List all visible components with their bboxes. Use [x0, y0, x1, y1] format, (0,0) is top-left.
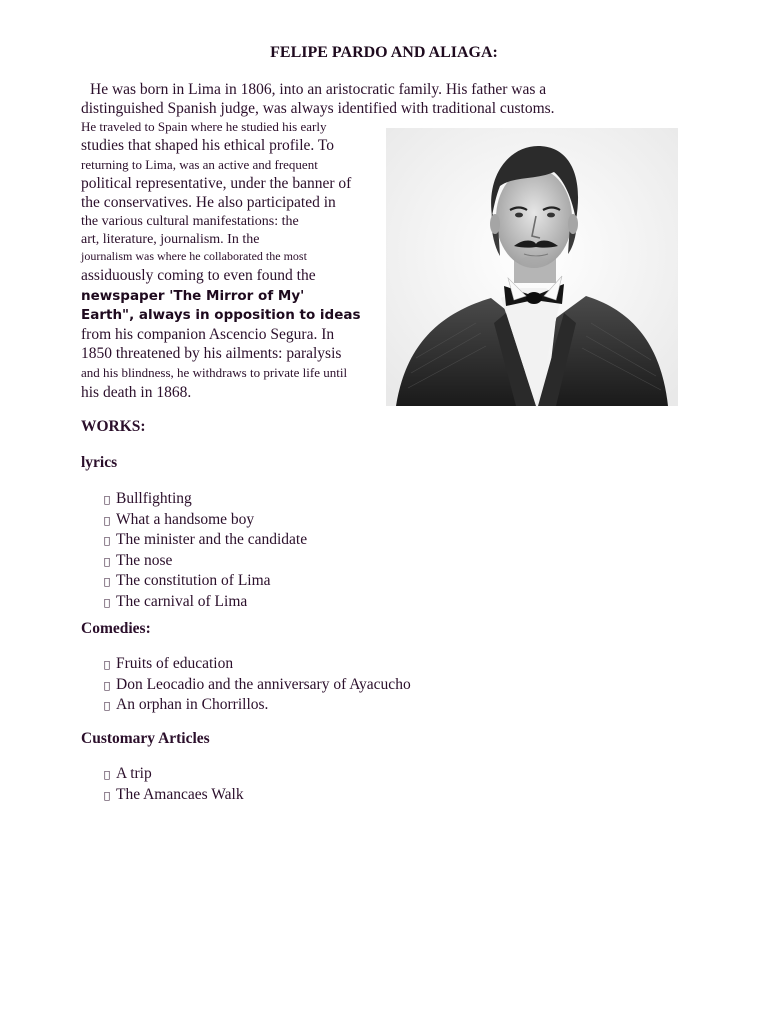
bio-line: studies that shaped his ethical profile. To [81, 137, 335, 154]
list-item: The Amancaes Walk [104, 786, 244, 807]
bio-line: the various cultural manifestations: the [81, 214, 299, 229]
bio-line: journalism was where he collaborated the most [81, 249, 307, 263]
lyrics-heading: lyrics [81, 454, 118, 471]
list-item: Fruits of education [104, 655, 411, 676]
works-heading: WORKS: [81, 418, 146, 435]
bullet-icon [104, 698, 116, 717]
lyrics-list [104, 490, 307, 614]
bio-line: returning to Lima, was an active and frequent [81, 157, 318, 172]
intro-line: distinguished Spanish judge, was always identified with traditional customs. [81, 100, 555, 117]
bio-line: from his companion Ascencio Segura. In [81, 326, 335, 343]
portrait-engraving-icon [386, 128, 678, 406]
bullet-icon [104, 513, 116, 532]
bio-line: his death in 1868. [81, 384, 192, 401]
comedies-list [104, 655, 411, 717]
comedies-heading: Comedies: [81, 620, 151, 637]
portrait-image [386, 128, 678, 406]
page-title: FELIPE PARDO AND ALIAGA: [270, 44, 498, 61]
list-item: Bullfighting [104, 490, 307, 511]
list-item: Don Leocadio and the anniversary of Ayacucho [104, 676, 411, 697]
bullet-icon [104, 595, 116, 614]
bullet-icon [104, 788, 116, 807]
list-item: What a handsome boy [104, 511, 307, 532]
list-item: The constitution of Lima [104, 572, 307, 593]
bio-line: 1850 threatened by his ailments: paralysis [81, 345, 342, 362]
bio-line-newspaper: newspaper 'The Mirror of My' [81, 288, 305, 304]
bullet-icon [104, 492, 116, 511]
bio-line: political representative, under the banner of [81, 175, 352, 192]
bio-line: and his blindness, he withdraws to private life until [81, 365, 348, 380]
bullet-icon [104, 767, 116, 786]
bullet-icon [104, 533, 116, 552]
list-item: A trip [104, 765, 244, 786]
bio-line: assiduously coming to even found the [81, 267, 316, 284]
list-item: The carnival of Lima [104, 593, 307, 614]
list-item: An orphan in Chorrillos. [104, 696, 411, 717]
articles-heading: Customary Articles [81, 730, 210, 747]
bio-line-newspaper: Earth", always in opposition to ideas [81, 307, 361, 323]
bio-line: the conservatives. He also participated in [81, 194, 336, 211]
intro-line: He was born in Lima in 1806, into an aristocratic family. His father was a [90, 81, 547, 98]
bullet-icon [104, 657, 116, 676]
bullet-icon [104, 574, 116, 593]
articles-list [104, 765, 244, 806]
list-item: The nose [104, 552, 307, 573]
bullet-icon [104, 678, 116, 697]
bio-line: art, literature, journalism. In the [81, 232, 260, 247]
biography-text [81, 117, 391, 403]
intro-paragraph [81, 80, 621, 118]
bio-line: He traveled to Spain where he studied his early [81, 119, 327, 134]
list-item: The minister and the candidate [104, 531, 307, 552]
bullet-icon [104, 554, 116, 573]
